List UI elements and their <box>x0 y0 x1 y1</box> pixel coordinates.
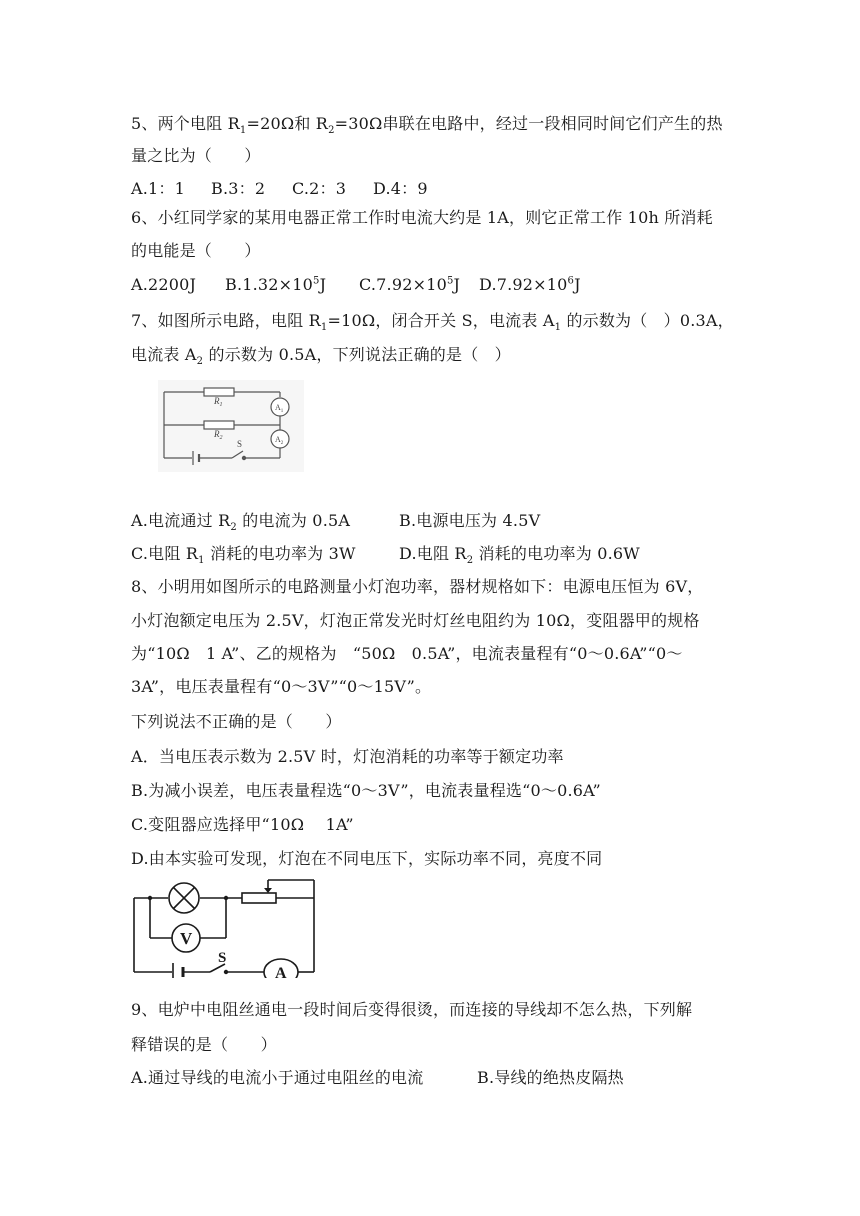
q6-stem-line-1: 6、小红同学家的某用电器正常工作时电流大约是 1A，则它正常工作 10h 所消耗 <box>131 208 713 227</box>
q7-label-switch: S <box>237 439 243 449</box>
q8-label-switch: S <box>218 950 227 966</box>
q7-choice-d: D.电阻 $R_2$ 消耗的电功率为 0.6W <box>399 544 640 567</box>
q5-choice-c: C.2：3 <box>292 179 347 198</box>
q7-resistor-r2 <box>204 421 234 429</box>
q7-circuit-diagram <box>158 380 304 472</box>
q8-label-voltmeter: V <box>180 929 193 948</box>
q9-choice-b: B.导线的绝热皮隔热 <box>477 1068 624 1087</box>
q7-choice-b: B.电源电压为 4.5V <box>399 511 541 530</box>
q8-stem-line-4: 3A”，电压表量程有“0～3V”“0～15V”。 <box>131 677 432 696</box>
q5-stem-line-1: 5、两个电阻 $R_1=20\Omega$和 $R_2=30\Omega$串联在电路中，经过一段相同时间它们产生的热 <box>131 114 723 137</box>
q5-choice-a: A.1：1 <box>131 179 186 198</box>
q5-stem-line-2: 量之比为（ ） <box>131 146 261 165</box>
q9-stem-line-2: 释错误的是（ ） <box>131 1035 277 1054</box>
q8-choice-b: B.为减小误差，电压表量程选“0～3V”，电流表量程选“0～0.6A” <box>131 781 601 800</box>
q6-stem-line-2: 的电能是（ ） <box>131 241 261 260</box>
q7-choice-c: C.电阻 $R_1$ 消耗的电功率为 3W <box>131 544 356 567</box>
q8-circuit-diagram <box>128 874 320 978</box>
q7-choice-a: A.电流通过 $R_2$ 的电流为 0.5A <box>131 511 351 534</box>
q6-choice-d: $D.7.92\times 10^6J$ <box>479 275 581 294</box>
q7-stem-line-1: 7、如图所示电路，电阻 $R_1=10\Omega$，闭合开关 S，电流表 $A_1$ 的示数为（ ）0.3A， <box>131 311 734 334</box>
q9-choice-a: A.通过导线的电流小于通过电阻丝的电流 <box>131 1068 424 1087</box>
q7-resistor-r1 <box>204 388 234 396</box>
q7-label-a1: $A_1$ <box>275 403 284 414</box>
q8-stem-line-3: 为“10Ω 1 A”、乙的规格为 “50Ω 0.5A”，电流表量程有“0～0.6A”“0～ <box>131 644 683 663</box>
q5-choice-b: B.3：2 <box>211 179 266 198</box>
q6-choice-c: $C.7.92\times 10^5J$ <box>359 275 461 294</box>
q7-label-a2: $A_2$ <box>275 435 284 446</box>
q8-choice-a: A．当电压表示数为 2.5V 时，灯泡消耗的功率等于额定功率 <box>131 747 564 766</box>
q7-stem-line-2: 电流表 $A_2$ 的示数为 0.5A，下列说法正确的是（ ） <box>131 345 511 368</box>
q8-stem-line-2: 小灯泡额定电压为 2.5V，灯泡正常发光时灯丝电阻约为 10Ω，变阻器甲的规格 <box>131 611 700 630</box>
q8-question-prompt: 下列说法不正确的是（ ） <box>131 712 342 731</box>
q6-choice-b: $B.1.32\times 10^5J$ <box>225 275 327 294</box>
q6-choice-a: A.2200J <box>131 275 197 294</box>
q8-label-ammeter: A <box>275 965 287 978</box>
q5-choice-d: D.4：9 <box>373 179 428 198</box>
q8-battery <box>173 963 183 978</box>
q8-choice-d: D.由本实验可发现，灯泡在不同电压下，实际功率不同，亮度不同 <box>131 849 603 868</box>
q8-stem-line-1: 8、小明用如图所示的电路测量小灯泡功率，器材规格如下：电源电压恒为 6V， <box>131 577 704 596</box>
q7-label-r2: $R_2$ <box>214 429 223 441</box>
q9-stem-line-1: 9、电炉中电阻丝通电一段时间后变得很烫，而连接的导线却不怎么热，下列解 <box>131 1000 693 1019</box>
q8-lamp-icon <box>169 883 199 913</box>
q8-choice-c: C.变阻器应选择甲“10Ω 1A” <box>131 815 354 834</box>
q8-rheostat <box>242 893 276 903</box>
q7-label-r1: $R_1$ <box>214 396 223 408</box>
